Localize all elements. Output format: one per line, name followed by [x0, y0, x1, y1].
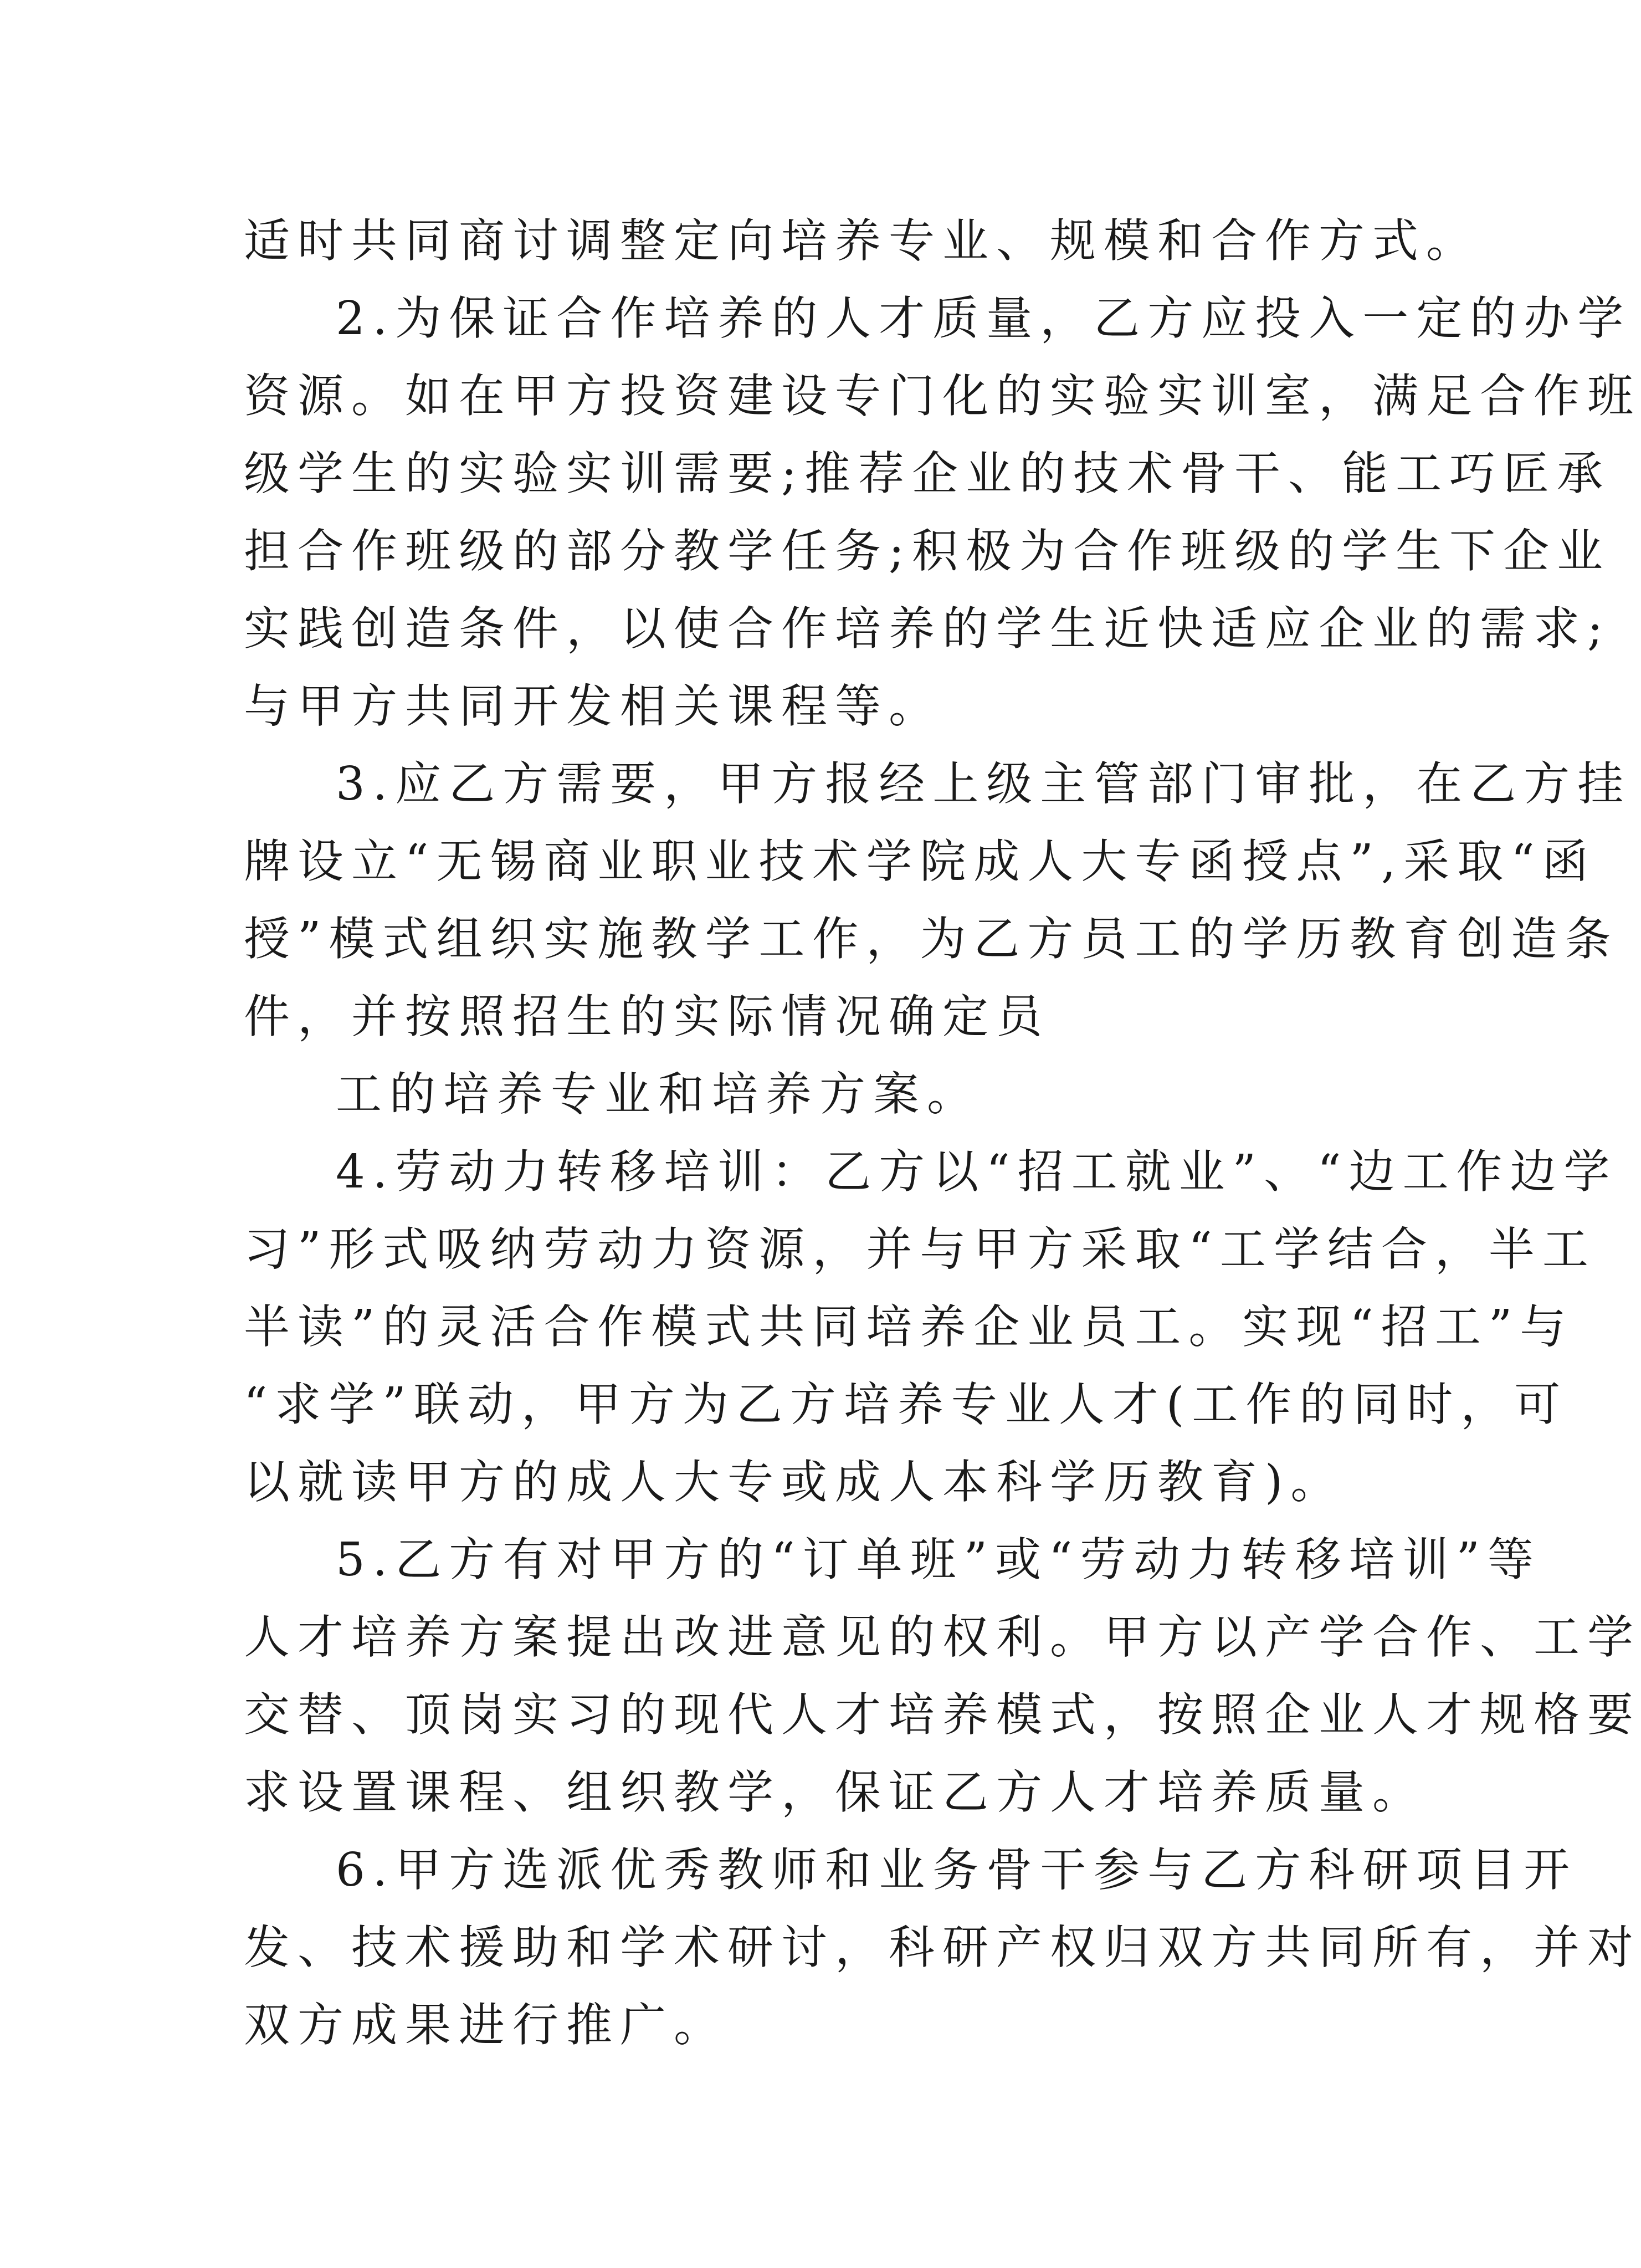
- text-line: 人才培养方案提出改进意见的权利。甲方以产学合作、工学: [244, 1610, 1641, 1664]
- text-line: 发、技术援助和学术研讨，科研产权归双方共同所有，并对: [244, 1921, 1641, 1974]
- document-body: [244, 202, 1641, 2064]
- text-line: 求设置课程、组织教学，保证乙方人才培养质量。: [244, 1765, 1426, 1819]
- text-line: 级学生的实验实训需要;推荐企业的技术骨干、能工巧匠承: [244, 447, 1611, 500]
- text-line: 工的培养专业和培养方案。: [336, 1067, 981, 1121]
- text-line: 资源。如在甲方投资建设专门化的实验实训室，满足合作班: [244, 369, 1641, 423]
- text-line: 6.甲方选派优秀教师和业务骨干参与乙方科研项目开: [336, 1843, 1578, 1897]
- text-line: 3.应乙方需要，甲方报经上级主管部门审批，在乙方挂: [336, 757, 1632, 811]
- text-line: “求学”联动，甲方为乙方培养专业人才(工作的同时，可: [244, 1378, 1568, 1431]
- text-line: 实践创造条件，以使合作培养的学生近快适应企业的需求;: [244, 602, 1611, 656]
- text-line: 4.劳动力转移培训：乙方以“招工就业”、“边工作边学: [336, 1145, 1618, 1199]
- text-line: 适时共同商讨调整定向培养专业、规模和合作方式。: [244, 214, 1480, 268]
- text-line: 习”形式吸纳劳动力资源，并与甲方采取“工学结合，半工: [244, 1222, 1596, 1276]
- text-line: 双方成果进行推广。: [244, 1998, 727, 2052]
- text-line: 与甲方共同开发相关课程等。: [244, 679, 942, 733]
- text-line: 半读”的灵活合作模式共同培养企业员工。实现“招工”与: [244, 1300, 1574, 1354]
- text-line: 授”模式组织实施教学工作，为乙方员工的学历教育创造条: [244, 912, 1619, 966]
- text-line: 交替、顶岗实习的现代人才培养模式，按照企业人才规格要: [244, 1688, 1641, 1742]
- text-line: 担合作班级的部分教学任务;积极为合作班级的学生下企业: [244, 524, 1611, 578]
- text-line: 件，并按照招生的实际情况确定员: [244, 990, 1050, 1043]
- text-line: 2.为保证合作培养的人才质量，乙方应投入一定的办学: [336, 291, 1632, 345]
- text-line: 5.乙方有对甲方的“订单班”或“劳动力转移培训”等: [336, 1533, 1541, 1586]
- text-line: 牌设立“无锡商业职业技术学院成人大专函授点”,采取“函: [244, 834, 1596, 888]
- text-line: 以就读甲方的成人大专或成人本科学历教育)。: [244, 1455, 1345, 1509]
